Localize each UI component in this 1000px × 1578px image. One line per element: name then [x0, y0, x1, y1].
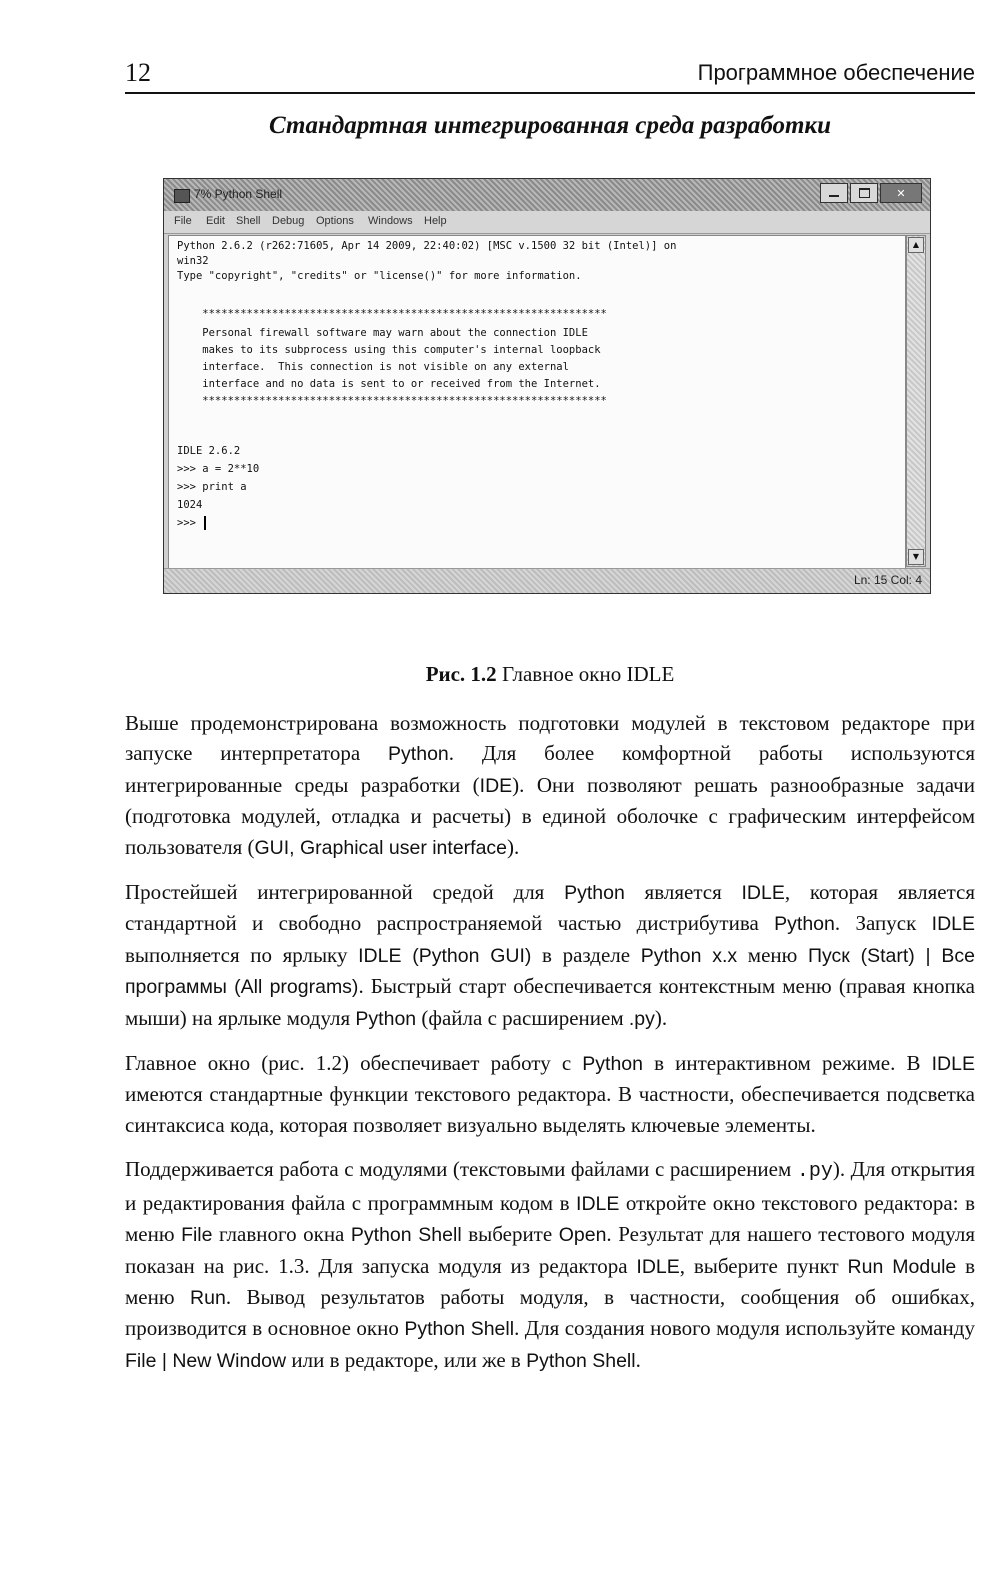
minimize-icon [829, 195, 839, 197]
running-title: Программное обеспечение [697, 60, 975, 85]
python-app-icon [174, 189, 190, 203]
statusbar [164, 568, 930, 593]
close-button[interactable] [880, 183, 922, 203]
shell-line: Type "copyright", "credits" or "license()" for more information. [177, 270, 582, 282]
idle-window-figure [163, 178, 931, 594]
body-text [125, 708, 975, 1390]
shell-output[interactable] [168, 235, 906, 569]
close-icon: ✕ [896, 186, 906, 200]
paragraph: Выше продемонстрирована возможность подготовки модулей в текстовом редакторе при запуске интерпретатора Python. Для более комфортной работы используются интегрированные среды разработки (IDE). Они позволяют решать разнообразные задачи (подготовка модулей, отладка и расчеты) в единой оболочке с графическим интерфейсом пользователя (GUI, Graphical user interface). [125, 711, 975, 859]
caption-text: Главное окно IDLE [501, 662, 675, 686]
shell-line: **************************************************************** [177, 308, 607, 320]
prompt-text: >>> [177, 517, 203, 529]
section-title: Стандартная интегрированная среда разработки [268, 112, 832, 139]
shell-line: Python 2.6.2 (r262:71605, Apr 14 2009, 22:40:02) [MSC v.1500 32 bit (Intel)] on [177, 240, 677, 252]
window-titlebar [164, 179, 930, 211]
scroll-down-icon[interactable]: ▼ [908, 549, 924, 565]
shell-line: >>> a = 2**10 [177, 463, 260, 475]
scroll-up-icon[interactable]: ▲ [908, 237, 924, 253]
shell-line: Personal firewall software may warn about the connection IDLE [177, 327, 588, 339]
shell-line: interface and no data is sent to or received from the Internet. [177, 378, 601, 390]
maximize-icon [859, 188, 870, 198]
menu-debug[interactable]: Debug [272, 215, 305, 227]
paragraph: Главное окно (рис. 1.2) обеспечивает работу с Python в интерактивном режиме. В IDLE имеются стандартные функции текстового редактора. В частности, обеспечивается подсветка синтаксиса кода, которая позволяет визуально выделять ключевые элементы. [125, 1051, 975, 1137]
window-controls [820, 183, 922, 203]
shell-line: win32 [177, 255, 209, 267]
shell-line: interface. This connection is not visible on any external [177, 361, 569, 373]
shell-prompt[interactable] [177, 516, 206, 531]
page-header [125, 52, 975, 94]
menu-windows[interactable]: Windows [368, 215, 413, 227]
cursor-position: Ln: 15 Col: 4 [853, 573, 922, 587]
minimize-button[interactable] [820, 183, 848, 203]
menubar [164, 211, 930, 234]
caption-label: Рис. 1.2 [425, 662, 497, 686]
shell-line: makes to its subprocess using this computer's internal loopback [177, 344, 601, 356]
shell-line: **************************************************************** [177, 395, 607, 407]
page-number: 12 [125, 58, 151, 87]
text-cursor [204, 516, 206, 530]
menu-help[interactable]: Help [424, 215, 447, 227]
maximize-button[interactable] [850, 183, 878, 203]
shell-line: IDLE 2.6.2 [177, 445, 241, 457]
menu-edit[interactable]: Edit [206, 215, 225, 227]
menu-options[interactable]: Options [316, 215, 354, 227]
menu-file[interactable]: File [174, 215, 192, 227]
shell-line: 1024 [177, 499, 203, 511]
paragraph: Простейшей интегрированной средой для Python является IDLE, которая является стандартной и свободно распространяемой частью дистрибутива Python. Запуск IDLE выполняется по ярлыку IDLE (Python GUI) в разделе Python x.x меню Пуск (Start) | Все программы (All programs). Быстрый старт обеспечивается контекстным меню (правая кнопка мыши) на ярлыке модуля Python (файла с расширением .py). [125, 880, 976, 1030]
window-title: 7% Python Shell [194, 187, 283, 201]
shell-line: >>> print a [177, 481, 247, 493]
paragraph: Поддерживается работа с модулями (текстовыми файлами с расширением .py). Для открытия и редактирования файла с программным кодом в IDLE откройте окно текстового редактора: в меню File главного окна Python Shell выберите Open. Результат для нашего тестового модуля показан на рис. 1.3. Для запуска модуля из редактора IDLE, выберите пункт Run Module в меню Run. Вывод результатов работы модуля, в частности, сообщения об ошибках, производится в основное окно Python Shell. Для создания нового модуля используйте команду File | New Window или в редакторе, или же в Python Shell. [125, 1157, 975, 1372]
menu-shell[interactable]: Shell [236, 215, 261, 227]
vertical-scrollbar[interactable] [906, 235, 926, 567]
figure-caption [125, 662, 975, 687]
